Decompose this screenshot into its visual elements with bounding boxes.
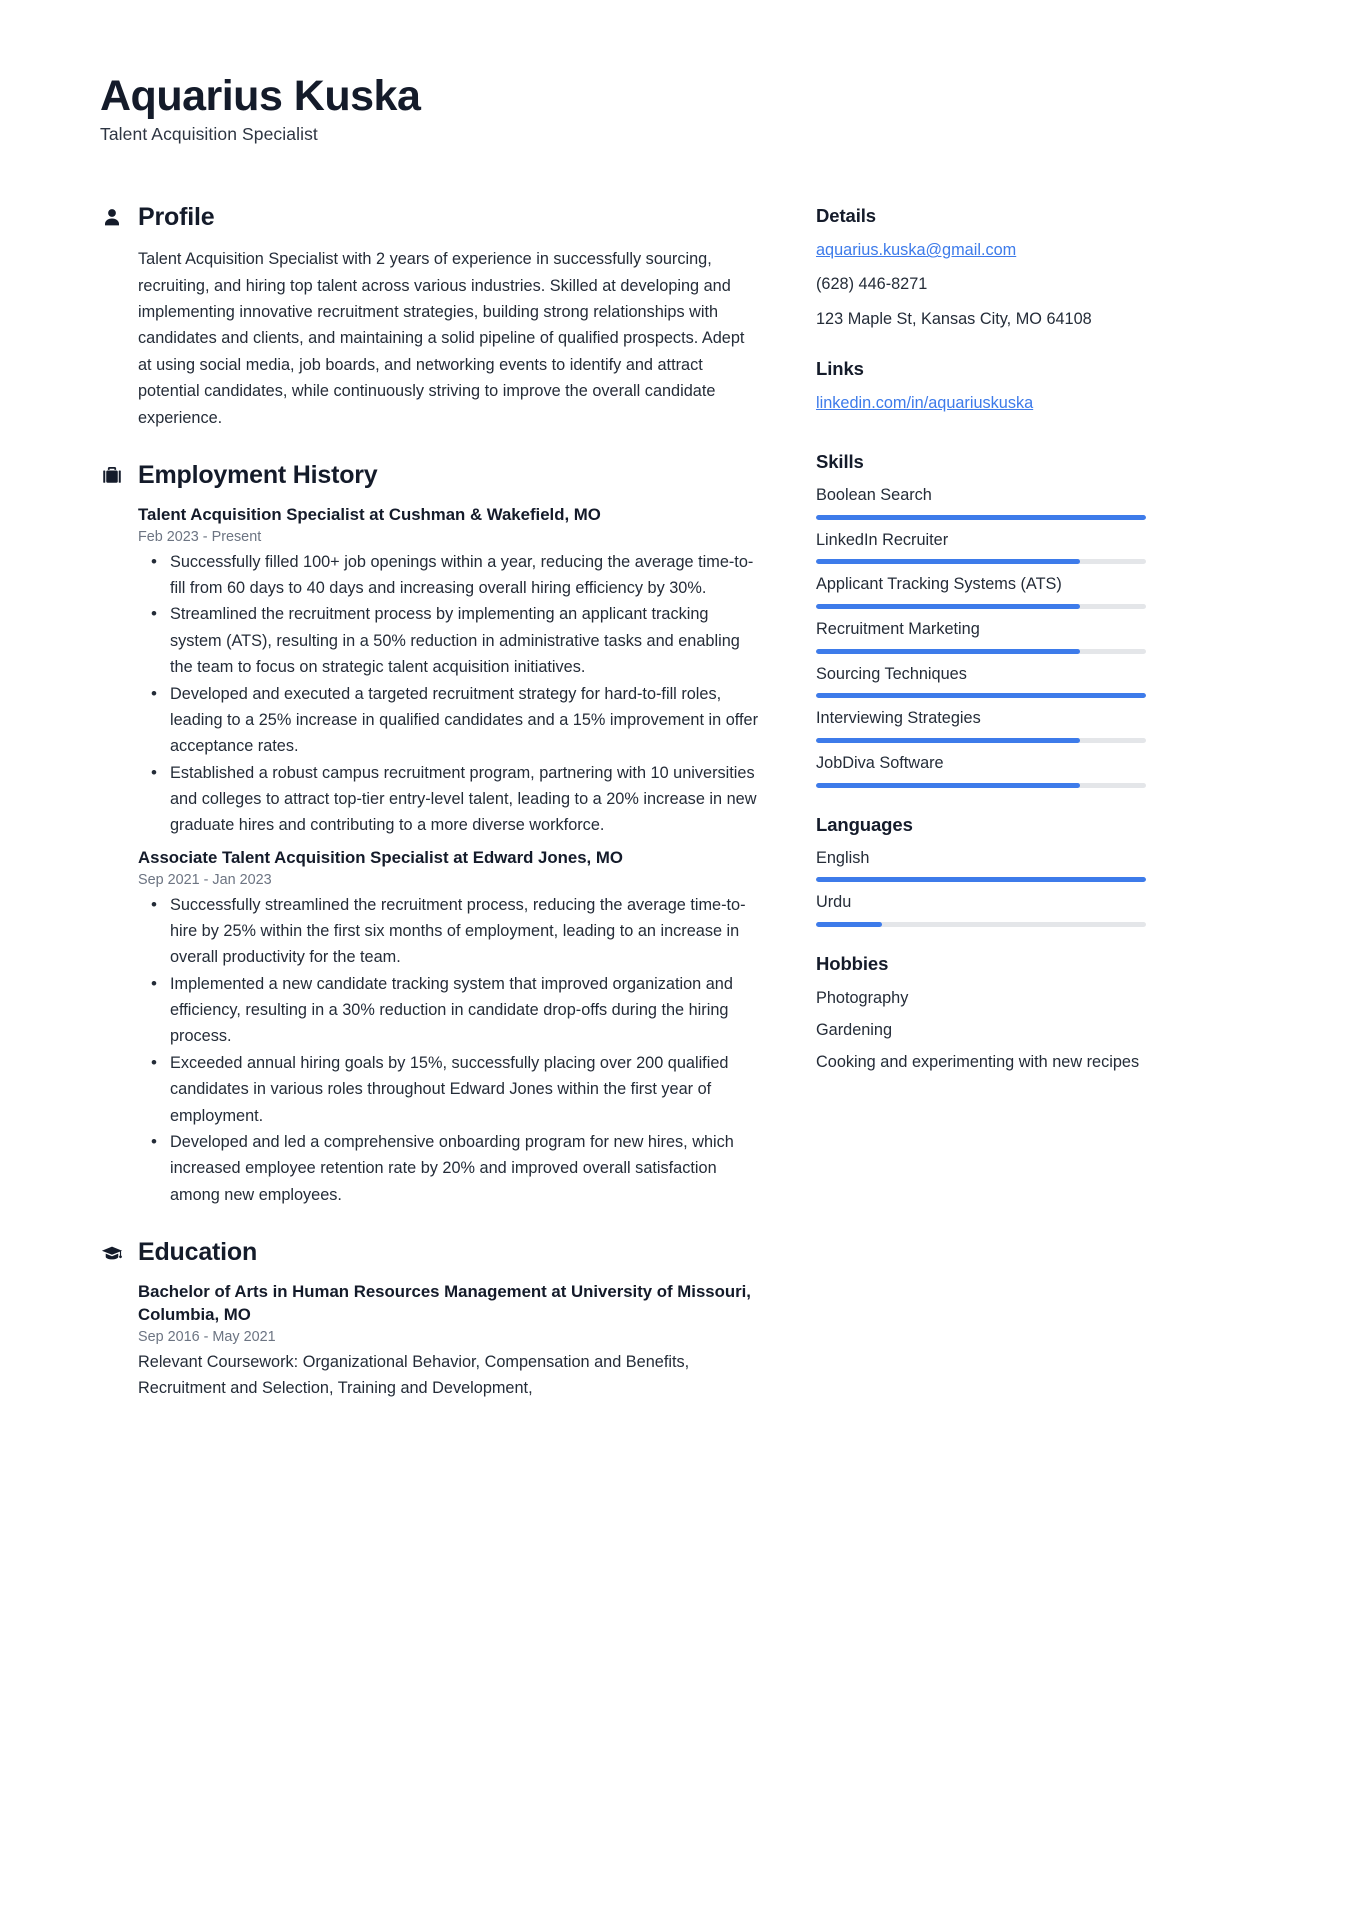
skill-item — [816, 707, 1146, 743]
education-heading-row — [100, 1238, 760, 1267]
skill-bar-track — [816, 649, 1146, 654]
section-employment — [100, 461, 760, 1208]
skill-bar-track — [816, 515, 1146, 520]
section-profile — [100, 203, 760, 431]
sidebar-hobbies — [816, 953, 1146, 1076]
list-item: • Implemented a new candidate tracking system that improved organization and efficiency, resulting in a 30% reduction in candidate drop-offs during the hiring process. — [138, 971, 760, 1050]
education-heading: Education — [138, 1238, 258, 1267]
skill-bar-track — [816, 559, 1146, 564]
employment-entry-title: Talent Acquisition Specialist at Cushman & Wakefield, MO — [138, 504, 601, 524]
employment-entry — [138, 504, 760, 839]
profile-body — [100, 246, 760, 431]
hobbies-heading: Hobbies — [816, 952, 889, 974]
skill-bar-fill — [816, 783, 1080, 788]
skill-item — [816, 529, 1146, 565]
education-body — [100, 1281, 760, 1401]
sidebar-skills — [816, 451, 1146, 787]
employment-entry — [138, 847, 760, 1208]
skill-bar-track — [816, 693, 1146, 698]
sidebar-languages — [816, 814, 1146, 927]
skill-bar-fill — [816, 649, 1080, 654]
language-item — [816, 891, 1146, 927]
language-bar-track — [816, 877, 1146, 882]
list-item: • Developed and executed a targeted recruitment strategy for hard-to-fill roles, leading to a 25% increase in qualified candidates and a 15% improvement in offer acceptance rates. — [138, 681, 760, 760]
linkedin-link[interactable]: linkedin.com/in/aquariuskuska — [816, 393, 1034, 412]
list-item: • Streamlined the recruitment process by implementing an applicant tracking system (ATS), resulting in a 50% reduction in administrative tasks and enabling the team to focus on strategic talent acquisition initiatives. — [138, 601, 760, 680]
section-education — [100, 1238, 760, 1401]
skills-heading: Skills — [816, 451, 864, 473]
main-column — [100, 203, 760, 1431]
list-item: • Successfully filled 100+ job openings within a year, reducing the average time-to-fill from 60 days to 40 days and increasing overall hiring efficiency by 30%. — [138, 549, 760, 602]
employment-entry-bullets — [138, 549, 760, 839]
email-link[interactable]: aquarius.kuska@gmail.com — [816, 241, 1017, 260]
education-entry-title: Bachelor of Arts in Human Resources Management at University of Missouri, Columbia, MO — [138, 1282, 751, 1324]
language-bar-fill — [816, 922, 882, 927]
skill-item — [816, 752, 1146, 788]
skill-bar-track — [816, 783, 1146, 788]
skill-label: Interviewing Strategies — [816, 709, 981, 728]
language-label: Urdu — [816, 893, 852, 912]
briefcase-icon — [100, 463, 124, 487]
skill-label: JobDiva Software — [816, 753, 944, 772]
skill-label: Boolean Search — [816, 486, 932, 505]
skill-bar-track — [816, 738, 1146, 743]
phone-number: (628) 446-8271 — [816, 275, 928, 294]
employment-entry-date: Feb 2023 - Present — [138, 528, 262, 545]
list-item: • Exceeded annual hiring goals by 15%, successfully placing over 200 qualified candidates in various roles throughout Edward Jones within the first year of employment. — [138, 1050, 760, 1129]
language-bar-fill — [816, 877, 1146, 882]
employment-entry-bullets — [138, 892, 760, 1209]
employment-entry-date: Sep 2021 - Jan 2023 — [138, 871, 272, 888]
profile-heading-row — [100, 203, 760, 232]
skill-label: Sourcing Techniques — [816, 664, 967, 683]
candidate-name: Aquarius Kuska — [100, 72, 421, 120]
profile-text: Talent Acquisition Specialist with 2 years of experience in successfully sourcing, recruiting, and hiring top talent across various industries. Skilled at developing and implementing innovative recruitment strategies, building strong relationships with candidates and clients, and maintaining a solid pipeline of qualified prospects. Adept at using social media, job boards, and networking events to identify and attract potential candidates, while continuously striving to improve the overall candidate experience. — [138, 250, 745, 427]
profile-heading: Profile — [138, 203, 215, 232]
skill-label: Recruitment Marketing — [816, 620, 980, 639]
list-item: • Established a robust campus recruitment program, partnering with 10 universities and colleges to attract top-tier entry-level talent, leading to a 20% increase in new graduate hires and contributing to a more diverse workforce. — [138, 760, 760, 839]
links-heading: Links — [816, 357, 864, 379]
skill-bar-fill — [816, 515, 1146, 520]
list-item: • Successfully streamlined the recruitment process, reducing the average time-to-hire by 25% within the first six months of employment, leading to an increase in overall productivity for the team. — [138, 892, 760, 971]
skill-bar-fill — [816, 738, 1080, 743]
skill-bar-fill — [816, 693, 1146, 698]
graduation-cap-icon — [100, 1241, 124, 1265]
sidebar-links — [816, 358, 1146, 425]
skill-item — [816, 618, 1146, 654]
mailing-address: 123 Maple St, Kansas City, MO 64108 — [816, 309, 1092, 328]
language-bar-track — [816, 922, 1146, 927]
skill-bar-track — [816, 604, 1146, 609]
resume-header — [100, 72, 1266, 145]
language-item — [816, 847, 1146, 883]
skill-bar-fill — [816, 604, 1080, 609]
employment-body — [100, 504, 760, 1208]
hobby-item: Cooking and experimenting with new recipes — [816, 1053, 1140, 1072]
list-item: • Developed and led a comprehensive onboarding program for new hires, which increased employee retention rate by 20% and improved overall satisfaction among new employees. — [138, 1129, 760, 1208]
candidate-job-title: Talent Acquisition Specialist — [100, 124, 318, 145]
skill-item — [816, 484, 1146, 520]
employment-entry-title: Associate Talent Acquisition Specialist at Edward Jones, MO — [138, 847, 623, 867]
sidebar-details — [816, 205, 1146, 332]
hobby-item: Gardening — [816, 1021, 893, 1040]
details-heading: Details — [816, 205, 876, 227]
education-entry-description: Relevant Coursework: Organizational Behavior, Compensation and Benefits, Recruitment and Selection, Training and Development, — [138, 1352, 690, 1397]
sidebar-column — [816, 203, 1146, 1101]
skill-item — [816, 573, 1146, 609]
person-icon — [100, 206, 124, 230]
languages-heading: Languages — [816, 813, 913, 835]
hobby-item: Photography — [816, 988, 909, 1007]
skill-item — [816, 663, 1146, 699]
employment-heading-row — [100, 461, 760, 490]
skill-bar-fill — [816, 559, 1080, 564]
language-label: English — [816, 848, 870, 867]
education-entry-date: Sep 2016 - May 2021 — [138, 1328, 276, 1345]
skill-label: Applicant Tracking Systems (ATS) — [816, 575, 1062, 594]
employment-heading: Employment History — [138, 460, 378, 489]
skill-label: LinkedIn Recruiter — [816, 530, 949, 549]
education-entry — [138, 1281, 760, 1401]
resume-body — [100, 203, 1266, 1431]
